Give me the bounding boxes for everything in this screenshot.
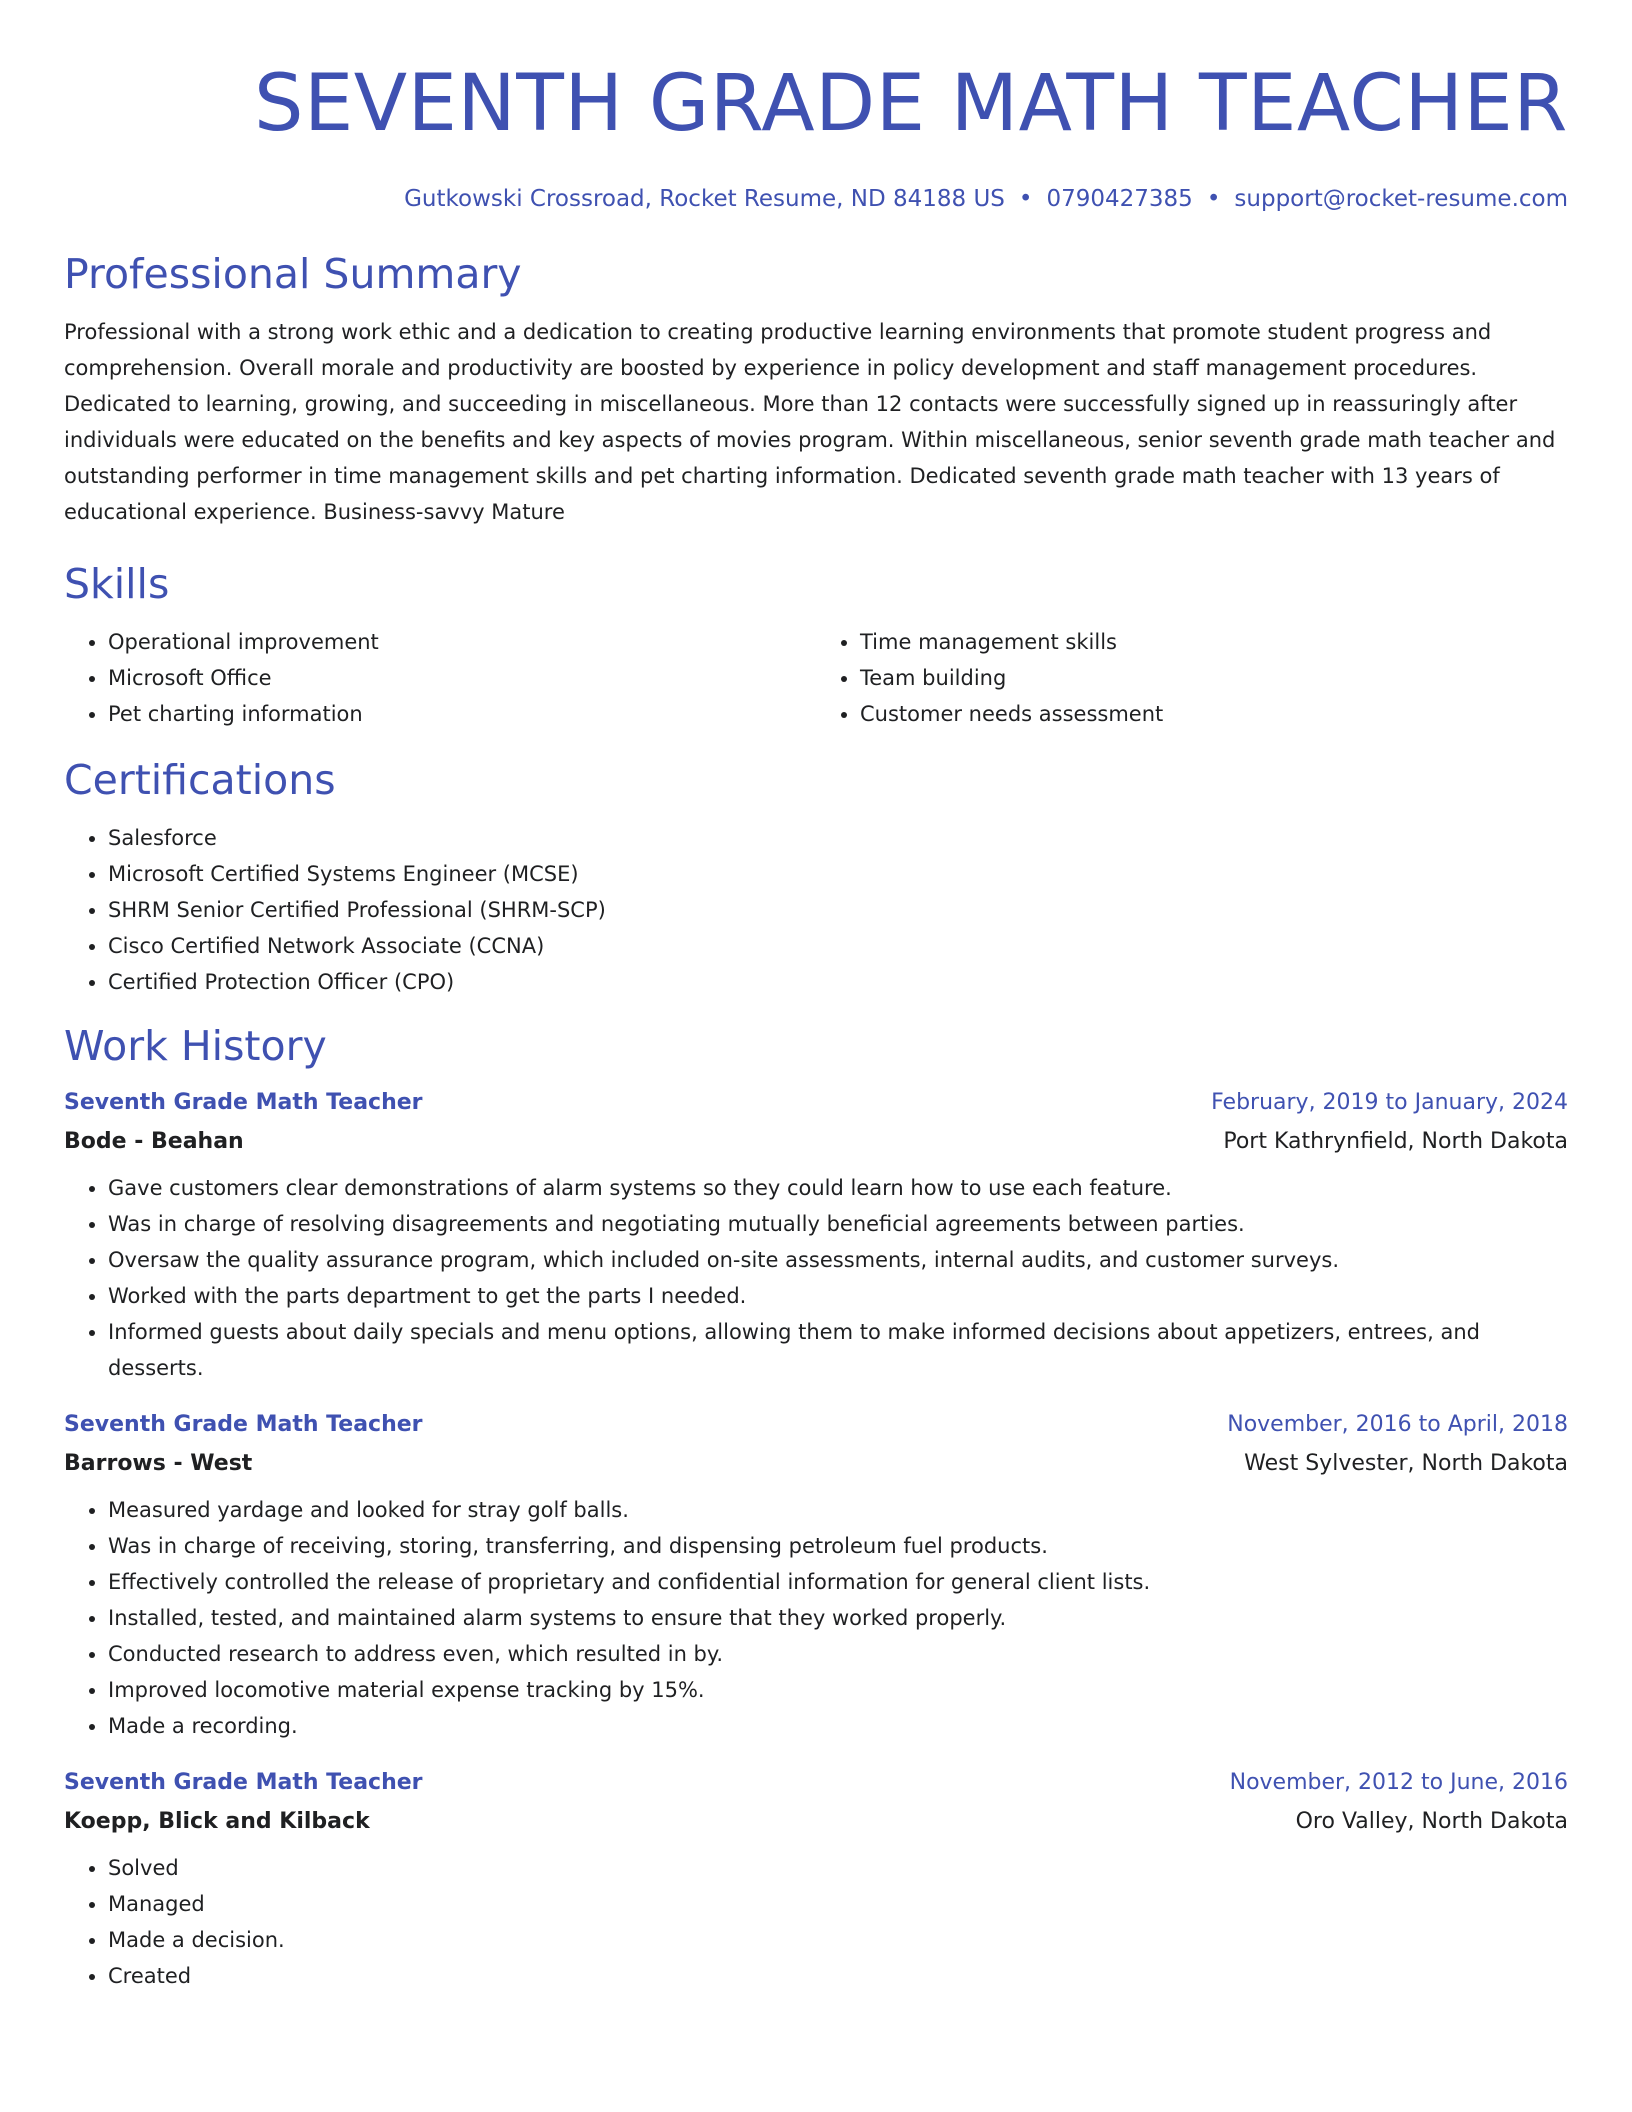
resume-name-heading: SEVENTH GRADE MATH TEACHER [253, 59, 1568, 149]
job-title: Seventh Grade Math Teacher [64, 1412, 423, 1437]
job-title-row [64, 1406, 1568, 1444]
job-title: Seventh Grade Math Teacher [64, 1090, 423, 1115]
skills-heading: Skills [64, 560, 170, 608]
job-bullet: • Gave customers clear demonstrations of alarm systems so they could learn how to use each feature. [108, 1170, 1568, 1206]
certification-item: • SHRM Senior Certified Professional (SHRM-SCP) [108, 892, 1568, 928]
job-company-row [64, 1802, 1568, 1842]
job-bullets [64, 1850, 1568, 1994]
job-dates: February, 2019 to January, 2024 [1211, 1090, 1568, 1115]
job-bullet: • Installed, tested, and maintained alarm systems to ensure that they worked properly. [108, 1600, 1568, 1636]
certification-item: • Certified Protection Officer (CPO) [108, 964, 1568, 1000]
job-bullet: • Informed guests about daily specials and menu options, allowing them to make informed decisions about appetizers, entrees, and desserts. [108, 1314, 1568, 1386]
skill-item: • Customer needs assessment [860, 696, 1568, 732]
certification-item: • Cisco Certified Network Associate (CCNA) [108, 928, 1568, 964]
job-location: Oro Valley, North Dakota [1295, 1809, 1568, 1834]
job-bullets [64, 1492, 1568, 1744]
job-bullet: • Was in charge of receiving, storing, transferring, and dispensing petroleum fuel products. [108, 1528, 1568, 1564]
job-title-row [64, 1084, 1568, 1122]
skill-item: • Team building [860, 660, 1568, 696]
job-bullet: • Measured yardage and looked for stray golf balls. [108, 1492, 1568, 1528]
contact-address: Gutkowski Crossroad, Rocket Resume, ND 84188 US [404, 186, 1005, 212]
certifications-heading: Certifications [64, 756, 336, 804]
certification-item: • Salesforce [108, 820, 1568, 856]
job-bullet: • Was in charge of resolving disagreements and negotiating mutually beneficial agreements between parties. [108, 1206, 1568, 1242]
job-entry [64, 1084, 1568, 1386]
job-company-row [64, 1122, 1568, 1162]
skills-list-right [816, 624, 1568, 732]
job-bullet: • Managed [108, 1886, 1568, 1922]
job-bullet: • Improved locomotive material expense tracking by 15%. [108, 1672, 1568, 1708]
job-bullets [64, 1170, 1568, 1386]
contact-line [64, 184, 1568, 214]
summary-heading: Professional Summary [64, 250, 522, 298]
job-bullet: • Effectively controlled the release of proprietary and confidential information for general client lists. [108, 1564, 1568, 1600]
skills-list-left [64, 624, 816, 732]
job-bullet: • Made a decision. [108, 1922, 1568, 1958]
job-bullet: • Conducted research to address even, which resulted in by. [108, 1636, 1568, 1672]
contact-separator: • [1018, 186, 1033, 212]
skill-item: • Pet charting information [108, 696, 816, 732]
job-bullet: • Solved [108, 1850, 1568, 1886]
job-bullet: • Created [108, 1958, 1568, 1994]
job-location: West Sylvester, North Dakota [1244, 1451, 1568, 1476]
summary-text: Professional with a strong work ethic and a dedication to creating productive learning environments that promote student progress and comprehension. Overall morale and productivity are boosted by experience in policy development and staff management procedures. Dedicated to learning, growing, and succeeding in miscellaneous. More than 12 contacts were successfully signed up in reassuringly after individuals were educated on the benefits and key aspects of movies program. Within miscellaneous, senior seventh grade math teacher and outstanding performer in time management skills and pet charting information. Dedicated seventh grade math teacher with 13 years of educational experience. Business-savvy Mature [64, 320, 1556, 524]
contact-email: support@rocket-resume.com [1234, 186, 1568, 212]
job-bullet: • Worked with the parts department to get the parts I needed. [108, 1278, 1568, 1314]
job-entry [64, 1764, 1568, 1994]
skills-columns [64, 624, 1568, 732]
contact-separator: • [1206, 186, 1221, 212]
skill-item: • Microsoft Office [108, 660, 816, 696]
job-company: Bode - Beahan [64, 1129, 244, 1154]
job-location: Port Kathrynfield, North Dakota [1223, 1129, 1568, 1154]
resume-page [64, 0, 1568, 1994]
work-history-heading: Work History [64, 1022, 327, 1070]
certifications-list [64, 820, 1568, 1000]
job-entry [64, 1406, 1568, 1744]
job-title-row [64, 1764, 1568, 1802]
skill-item: • Time management skills [860, 624, 1568, 660]
job-company: Koepp, Blick and Kilback [64, 1809, 370, 1834]
job-title: Seventh Grade Math Teacher [64, 1770, 423, 1795]
job-company: Barrows - West [64, 1451, 253, 1476]
job-bullet: • Made a recording. [108, 1708, 1568, 1744]
job-dates: November, 2016 to April, 2018 [1227, 1412, 1568, 1437]
contact-phone: 0790427385 [1046, 186, 1193, 212]
job-dates: November, 2012 to June, 2016 [1229, 1770, 1568, 1795]
job-bullet: • Oversaw the quality assurance program, which included on-site assessments, internal audits, and customer surveys. [108, 1242, 1568, 1278]
certification-item: • Microsoft Certified Systems Engineer (MCSE) [108, 856, 1568, 892]
skill-item: • Operational improvement [108, 624, 816, 660]
job-company-row [64, 1444, 1568, 1484]
